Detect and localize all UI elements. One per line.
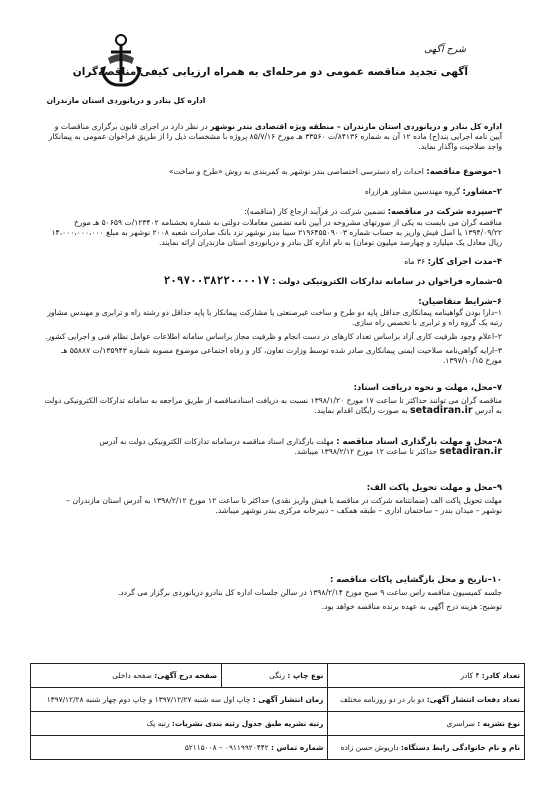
section-text: مهلت بارگذاری اسناد مناقصه درسامانه تدارکات الکترونیکی دولت به آدرس (99, 437, 334, 446)
setadiran-link[interactable]: setadiran.ir (410, 405, 473, 417)
condition-2: ۲–اعلام وجود ظرفیت کاری آزاد براساس تعداد کارهای در دست انجام و ظرفیت مجاز براساس سامانه اطلاعات عوامل نظام فنی و اجرایی کشور. (45, 332, 502, 341)
table-cell: نام و نام خانوادگی رابط دستگاه: داریوش حسن زاده (328, 736, 525, 760)
section-text: تضمین شرکت در فرآیند ارجاع کار (مناقصه): (244, 207, 386, 216)
section-text: مناقصه گران می توانند حداکثر تا ساعت ۱۷ مورخ ۱۳۹۸/۱/۲۰ نسبت به دریافت اسنادمناقصه از طریق مراجعه به سامانه تدارکات الکترونیکی دولت به آدرس (44, 396, 502, 416)
section-3-detail: مناقصه گران می بایست به یکی از صورتهای مشروحه در آیین نامه تضمین معاملات دولتی به شماره بخشنامه ۱۲۳۴۰۲/ت ۵۰۶۵۹ هـ مورخ ۱۳۹۴/۰۹/۲۲ یا اصل فیش واریز به حساب شماره ۲۱۹۶۴۵۵۰۹۰۰۳ سیبا بندر نوشهر نزد بانک صادرات شعبه ۲۰۰۸ نوشهر به مبلغ ۱۴،۰۰۰،۰۰۰،۰۰۰ ریال معادل یک میلیارد و چهارصد میلیون تومان) به نام اداره کل بنادر و دریانوردی استان مازندران ارائه نمایند. (51, 218, 502, 248)
condition-1: ۱–دارا بودن گواهینامه پیمانکاری حداقل پایه دو طرح و ساخت غیرصنعتی یا مشارکت پیمانکار با پایه حداقل دو رشته راه و ترابری و مهندس مشاور رتبه یک گروه راه و ترابری با تخصص راه سازی. (47, 308, 502, 328)
section-4 (44, 256, 502, 267)
table-row (31, 736, 525, 760)
tender-code: ۲۰۹۷۰۰۳۸۲۲۰۰۰۰۱۷ (163, 274, 270, 287)
condition-3: ۳–ارایه گواهی‌نامه صلاحیت ایمنی پیمانکاری صادر شده توسط وزارت تعاون، کار و رفاه اجتماعی موضوع مصوبه شماره ۱۳۵۹۴۳/ت ۵۵۸۸۷ هـ مورخ ۱۳۹۷/۱۰/۱۵. (61, 346, 502, 366)
section-title: ۳–سپرده شرکت در مناقصه: (387, 206, 502, 216)
note: توضیح: هزینه درج آگهی به عهده برنده مناقصه خواهد بود. (321, 602, 502, 611)
table-cell: نوع چاپ : رنگی (222, 664, 328, 688)
section-2 (44, 186, 502, 197)
table-row (31, 688, 525, 712)
ad-title: آگهی تجدید مناقصه عمومی دو مرحله‌ای به همراه ارزیابی کیفی مناقصه‌گران (72, 66, 468, 78)
section-title: ۴–مدت اجرای کار: (427, 256, 502, 266)
section-text-after: به صورت رایگان اقدام نمایند. (314, 406, 408, 416)
table-cell: شماره تماس : ۰۹۱۱۹۹۲۰۴۴۲ – ۵۲۱۱۵۰۰۸ (31, 736, 328, 760)
section-10 (44, 574, 502, 585)
table-cell: تعداد دفعات انتشار آگهی: دو بار در دو روزنامه مختلف (328, 688, 525, 712)
section-7 (44, 382, 502, 393)
ad-info-table (30, 663, 525, 760)
table-cell: زمان انتشار آگهی : چاپ اول سه شنبه ۱۳۹۷/۱۲/۲۷ و چاپ دوم چهار شنبه ۱۳۹۷/۱۲/۲۸ (31, 688, 328, 712)
section-title: ۱۰–تاریخ و محل بازگشایی پاکات مناقصه : (329, 574, 502, 584)
section-9 (44, 482, 502, 493)
anchor-emblem-icon (96, 30, 146, 92)
setadiran-link[interactable]: setadiran.ir (439, 446, 502, 458)
section-title: ۹–محل و مهلت تحویل پاکت الف: (366, 482, 502, 492)
section-text: احداث راه دسترسی اختصاصی بندر نوشهر به کمربندی به روش «طرح و ساخت» (168, 167, 424, 176)
ad-label: شرح آگهی (424, 44, 466, 55)
section-title: ۶–شرایط متقاضیان: (418, 296, 502, 306)
org-caption: اداره کل بنادر و دریانوردی استان مازندران (46, 96, 206, 105)
table-row (31, 712, 525, 736)
section-3 (44, 206, 502, 217)
section-title: ۸–محل و مهلت بارگذاری اسناد مناقصه : (336, 436, 502, 446)
intro-lead: اداره کل بنادر و دریانوردی استان مازندران – منطقه ویژه اقتصادی بندر نوشهر (210, 122, 502, 131)
section-text-after: حداکثر تا ساعت ۱۲ مورخ ۱۳۹۸/۲/۱۲ میباشد. (294, 447, 438, 457)
section-text: گروه مهندسین مشاور هرازراه (364, 187, 461, 196)
table-cell: نوع نشریه : سراسری (328, 712, 525, 736)
table-cell: رتبه نشریه طبق جدول رتبه بندی نشریات: رتبه یک (31, 712, 328, 736)
section-5 (44, 276, 502, 287)
table-cell: تعداد کادر: ۴ کادر (328, 664, 525, 688)
section-1 (44, 166, 502, 177)
section-6 (44, 296, 502, 307)
section-text: ۳۶ ماه (404, 257, 426, 266)
intro-text: در نظر دارد در اجرای قانون برگزاری مناقصات و آیین نامه اجرایی بند(ج) ماده ۱۲ آن به شماره ۸۴۱۳۶/ت ۳۳۵۶۰ هـ مورخ ۸۵/۷/۱۶ پروژه با مشخصات ذیل را از طریق فراخوان عمومی به پیمانکار واجد صلاحیت واگذار نماید. (48, 122, 502, 152)
section-title: ۱–موضوع مناقصه: (426, 166, 502, 176)
table-cell: صفحه درج آگهی: صفحه داخلی (31, 664, 222, 688)
table-row (31, 664, 525, 688)
section-title: ۷–محل، مهلت و نحوه دریافت اسناد: (353, 382, 502, 392)
section-8 (44, 436, 502, 457)
section-10-detail: جلسه کمیسیون مناقصه راس ساعت ۹ صبح مورخ ۱۳۹۸/۲/۱۴ در سالن جلسات اداره کل بنادرو دریانوردی برگزار می گردد. (117, 588, 502, 597)
section-title: ۵–شماره فراخوان در سامانه تدارکات الکترونیکی دولت : (271, 276, 502, 286)
section-title: ۲–مشاور: (462, 186, 502, 196)
section-9-detail: مهلت تحویل پاکت الف (ضمانتنامه شرکت در مناقصه یا فیش واریز نقدی) حداکثر تا ساعت ۱۲ مورخ ۱۳۹۸/۲/۱۲ به آدرس استان مازندران – نوشهر – میدان بندر – ساختمان اداری – طبقه همکف – دبیرخانه مرکزی بندر نوشهر میباشد. (66, 496, 502, 516)
intro-paragraph (44, 122, 502, 153)
section-7-detail (44, 396, 502, 416)
